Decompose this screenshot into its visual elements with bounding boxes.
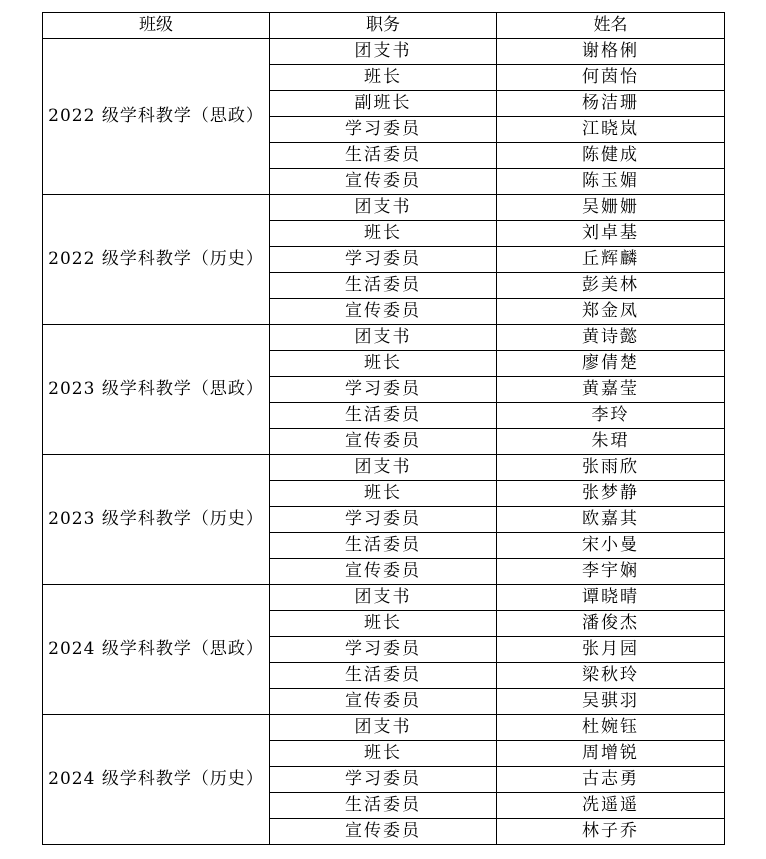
role-cell: 学习委员 bbox=[270, 767, 497, 793]
name-cell: 李玲 bbox=[497, 403, 725, 429]
role-cell: 宣传委员 bbox=[270, 429, 497, 455]
header-name: 姓名 bbox=[497, 13, 725, 39]
table-row bbox=[43, 585, 725, 611]
name-cell: 古志勇 bbox=[497, 767, 725, 793]
name-cell: 梁秋玲 bbox=[497, 663, 725, 689]
role-cell: 团支书 bbox=[270, 585, 497, 611]
name-cell: 杨洁珊 bbox=[497, 91, 725, 117]
role-cell: 学习委员 bbox=[270, 637, 497, 663]
name-cell: 江晓岚 bbox=[497, 117, 725, 143]
role-cell: 宣传委员 bbox=[270, 689, 497, 715]
role-cell: 宣传委员 bbox=[270, 819, 497, 845]
name-cell: 丘辉麟 bbox=[497, 247, 725, 273]
role-cell: 班长 bbox=[270, 65, 497, 91]
role-cell: 宣传委员 bbox=[270, 299, 497, 325]
name-cell: 谢格俐 bbox=[497, 39, 725, 65]
role-cell: 班长 bbox=[270, 611, 497, 637]
role-cell: 学习委员 bbox=[270, 117, 497, 143]
name-cell: 周增锐 bbox=[497, 741, 725, 767]
role-cell: 班长 bbox=[270, 351, 497, 377]
class-name-cell: 2024 级学科教学（历史） bbox=[43, 715, 270, 845]
table-row bbox=[43, 195, 725, 221]
header-class: 班级 bbox=[43, 13, 270, 39]
role-cell: 学习委员 bbox=[270, 507, 497, 533]
name-cell: 林子乔 bbox=[497, 819, 725, 845]
name-cell: 郑金凤 bbox=[497, 299, 725, 325]
role-cell: 宣传委员 bbox=[270, 559, 497, 585]
name-cell: 张月园 bbox=[497, 637, 725, 663]
name-cell: 宋小曼 bbox=[497, 533, 725, 559]
class-officers-table bbox=[42, 12, 725, 845]
table-header bbox=[43, 13, 725, 39]
header-row bbox=[43, 13, 725, 39]
role-cell: 学习委员 bbox=[270, 247, 497, 273]
class-name-cell: 2023 级学科教学（历史） bbox=[43, 455, 270, 585]
name-cell: 杜婉钰 bbox=[497, 715, 725, 741]
name-cell: 李宇娴 bbox=[497, 559, 725, 585]
role-cell: 生活委员 bbox=[270, 273, 497, 299]
name-cell: 廖倩楚 bbox=[497, 351, 725, 377]
role-cell: 团支书 bbox=[270, 455, 497, 481]
name-cell: 朱珺 bbox=[497, 429, 725, 455]
role-cell: 生活委员 bbox=[270, 793, 497, 819]
role-cell: 团支书 bbox=[270, 195, 497, 221]
name-cell: 欧嘉其 bbox=[497, 507, 725, 533]
role-cell: 学习委员 bbox=[270, 377, 497, 403]
role-cell: 班长 bbox=[270, 481, 497, 507]
table-row bbox=[43, 715, 725, 741]
name-cell: 冼遥遥 bbox=[497, 793, 725, 819]
table-row bbox=[43, 455, 725, 481]
name-cell: 陈健成 bbox=[497, 143, 725, 169]
name-cell: 陈玉媚 bbox=[497, 169, 725, 195]
name-cell: 谭晓晴 bbox=[497, 585, 725, 611]
role-cell: 生活委员 bbox=[270, 143, 497, 169]
table-body bbox=[43, 39, 725, 845]
name-cell: 黄嘉莹 bbox=[497, 377, 725, 403]
name-cell: 黄诗懿 bbox=[497, 325, 725, 351]
role-cell: 生活委员 bbox=[270, 533, 497, 559]
table-row bbox=[43, 325, 725, 351]
name-cell: 刘卓基 bbox=[497, 221, 725, 247]
table-row bbox=[43, 39, 725, 65]
name-cell: 张梦静 bbox=[497, 481, 725, 507]
class-name-cell: 2023 级学科教学（思政） bbox=[43, 325, 270, 455]
role-cell: 班长 bbox=[270, 741, 497, 767]
role-cell: 生活委员 bbox=[270, 663, 497, 689]
role-cell: 生活委员 bbox=[270, 403, 497, 429]
role-cell: 团支书 bbox=[270, 39, 497, 65]
class-name-cell: 2022 级学科教学（思政） bbox=[43, 39, 270, 195]
name-cell: 吴姗姗 bbox=[497, 195, 725, 221]
role-cell: 副班长 bbox=[270, 91, 497, 117]
name-cell: 吴骐羽 bbox=[497, 689, 725, 715]
role-cell: 团支书 bbox=[270, 325, 497, 351]
header-role: 职务 bbox=[270, 13, 497, 39]
name-cell: 张雨欣 bbox=[497, 455, 725, 481]
name-cell: 彭美林 bbox=[497, 273, 725, 299]
role-cell: 团支书 bbox=[270, 715, 497, 741]
class-name-cell: 2024 级学科教学（思政） bbox=[43, 585, 270, 715]
name-cell: 何茵怡 bbox=[497, 65, 725, 91]
role-cell: 班长 bbox=[270, 221, 497, 247]
class-name-cell: 2022 级学科教学（历史） bbox=[43, 195, 270, 325]
role-cell: 宣传委员 bbox=[270, 169, 497, 195]
name-cell: 潘俊杰 bbox=[497, 611, 725, 637]
